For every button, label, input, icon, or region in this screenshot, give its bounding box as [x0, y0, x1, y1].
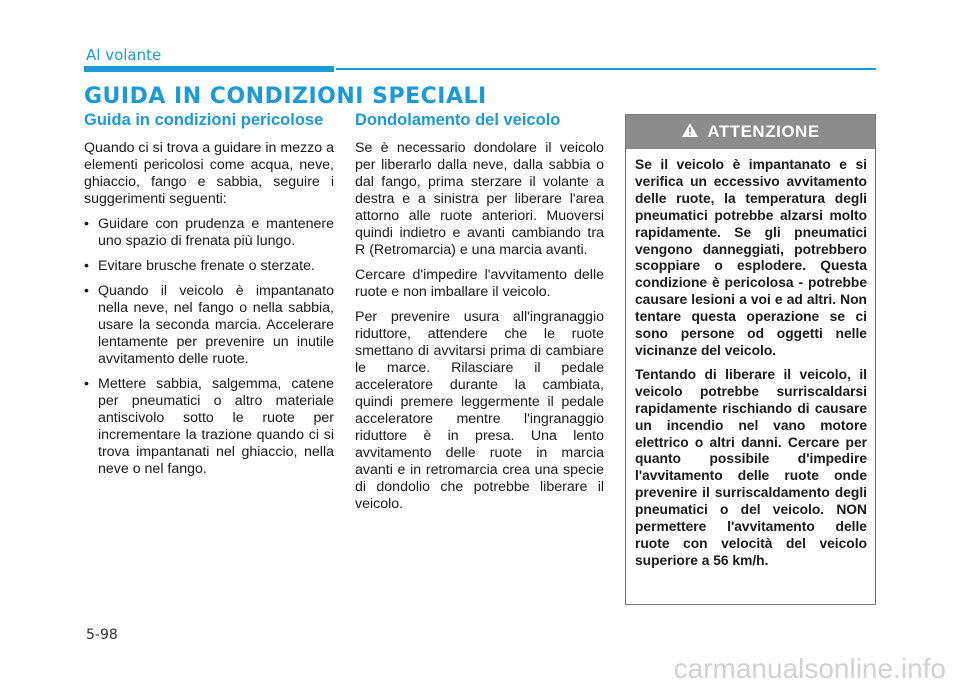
middle-paragraph: Se è necessario dondolare il veicolo per liberarlo dalla neve, dalla sabbia o dal fango, prima sterzare il volante a destra e a sinistra per liberare l'area attorno alle ruote anteriori. Muoversi quindi indietro e avanti cambiando tra R (Retromarcia) e una marcia avanti. [355, 140, 604, 258]
left-column [84, 110, 334, 486]
middle-paragraph: Per prevenire usura all'ingranaggio riduttore, attendere che le ruote smettano di avvitarsi prima di cambiare le marce. Rilasciare il pedale acceleratore durante la cambiata, quindi premere leggermente il pedale acceleratore mentre l'ingranaggio riduttore è in presa. Una lento avvitamento delle ruote in marcia avanti e in retromarcia crea una specie di dondolio che potrebbe liberare il veicolo. [355, 309, 604, 512]
warning-title: ATTENZIONE [707, 122, 820, 141]
warning-paragraph: Tentando di liberare il veicolo, il veicolo potrebbe surriscaldarsi rapidamente rischiando di causare un incendio nel vano motore elettrico o altri danni. Cercare per quanto possibile d'impedire l'avvitamento delle ruote onde prevenire il surriscaldamento degli pneumatici o del veicolo. NON permettere l'avvitamento delle ruote con velocità del veicolo superiore a 56 km/h. [635, 366, 867, 568]
bullet-icon: • [84, 216, 89, 232]
list-item: • Mettere sabbia, salgemma, catene per pneumatici o altro materiale antiscivolo sotto le ruote per incrementare la trazione quando ci si trova impantanati nel ghiaccio, nella neve o nel fango. [84, 376, 334, 477]
left-bullet-list [84, 216, 334, 478]
page-title: GUIDA IN CONDIZIONI SPECIALI [84, 84, 487, 109]
warning-header [626, 115, 875, 149]
left-intro: Quando ci si trova a guidare in mezzo a elementi pericolosi come acqua, neve, ghiaccio, fango e sabbia, seguire i suggerimenti seguenti: [84, 140, 334, 207]
warning-triangle-icon [681, 122, 699, 143]
page-number: 5-98 [86, 627, 118, 643]
left-heading: Guida in condizioni pericolose [84, 111, 324, 129]
bullet-icon: • [84, 376, 89, 392]
list-item: • Guidare con prudenza e mantenere uno spazio di frenata più lungo. [84, 216, 334, 249]
middle-column [355, 110, 604, 521]
bullet-icon: • [84, 258, 89, 274]
list-item: • Evitare brusche frenate o sterzate. [84, 258, 315, 274]
bullet-icon: • [84, 283, 89, 299]
header-rule-thin [336, 68, 876, 70]
middle-paragraph: Cercare d'impedire l'avvitamento delle ruote e non imballare il veicolo. [355, 267, 604, 300]
section-label: Al volante [86, 46, 162, 64]
list-item: • Quando il veicolo è impantanato nella neve, nel fango o nella sabbia, usare la seconda marcia. Accelerare lentamente per prevenire un inutile avvitamento delle ruote. [84, 283, 334, 367]
watermark: carmanualsonline.info [673, 653, 946, 684]
warning-paragraph: Se il veicolo è impantanato e si verifica un eccessivo avvitamento delle ruote, la temperatura degli pneumatici potrebbe alzarsi molto rapidamente. Se gli pneumatici vengono danneggiati, potrebbero scoppiare o esplodere. Questa condizione è pericolosa - potrebbe causare lesioni a voi e ad altri. Non tentare questa operazione se ci sono persone od oggetti nelle vicinanze del veicolo. [635, 157, 867, 358]
warning-body [626, 149, 875, 570]
warning-box [625, 114, 876, 605]
header-rule-thick [84, 66, 334, 72]
middle-heading: Dondolamento del veicolo [355, 111, 561, 129]
